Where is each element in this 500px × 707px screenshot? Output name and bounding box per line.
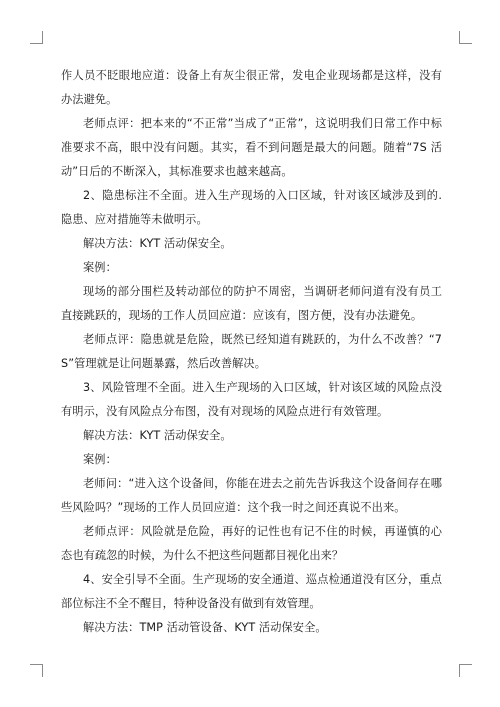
paragraph: 3、风险管理不全面。进入生产现场的入口区域，针对该区域的风险点没有明示，没有风险点分布图，没有对现场的风险点进行有效管理。: [61, 381, 442, 418]
paragraph: 老师点评：风险就是危险，再好的记性也有记不住的时候，再谨慎的心态也有疏忽的时候，为什么不把这些问题都目视化出来？: [61, 525, 442, 562]
paragraph: 老师点评：把本来的“不正常”当成了“正常”，这说明我们日常工作中标准要求不高，眼中没有问题。其实，看不到问题是最大的问题。随着“7S 活动”日后的不断深入，其标准要求也越来越高。: [61, 117, 442, 178]
crop-mark-top-right: [459, 31, 472, 44]
paragraph: 案例：: [83, 453, 117, 466]
crop-mark-top-left: [30, 31, 43, 44]
document-body: [61, 64, 442, 640]
paragraph: 作人员不眨眼地应道：设备上有灰尘很正常，发电企业现场都是这样，没有办法避免。: [61, 69, 442, 106]
crop-mark-bottom-left: [30, 664, 43, 677]
paragraph: 2、隐患标注不全面。进入生产现场的入口区域，针对该区域涉及到的.隐患、应对措施等未做明示。: [61, 189, 442, 226]
crop-mark-bottom-right: [459, 664, 472, 677]
paragraph: 解决方法：TMP 活动管设备、KYT 活动保安全。: [83, 621, 327, 634]
paragraph: 现场的部分围栏及转动部位的防护不周密，当调研老师问道有没有员工直接跳跃的，现场的工作人员回应道：应该有，图方便，没有办法避免。: [61, 285, 442, 322]
paragraph: 老师问：“进入这个设备间，你能在进去之前先告诉我这个设备间存在哪些风险吗？”现场的工作人员回应道：这个我一时之间还真说不出来。: [61, 477, 442, 514]
paragraph: 解决方法：KYT 活动保安全。: [83, 429, 232, 442]
paragraph: 案例：: [83, 261, 117, 274]
paragraph: 解决方法：KYT 活动保安全。: [83, 237, 232, 250]
paragraph: 4、安全引导不全面。生产现场的安全通道、巡点检通道没有区分，重点部位标注不全不醒目，特种设备没有做到有效管理。: [61, 573, 442, 610]
paragraph: 老师点评：隐患就是危险，既然已经知道有跳跃的，为什么不改善？“7S”管理就是让问题暴露，然后改善解决。: [61, 333, 442, 370]
